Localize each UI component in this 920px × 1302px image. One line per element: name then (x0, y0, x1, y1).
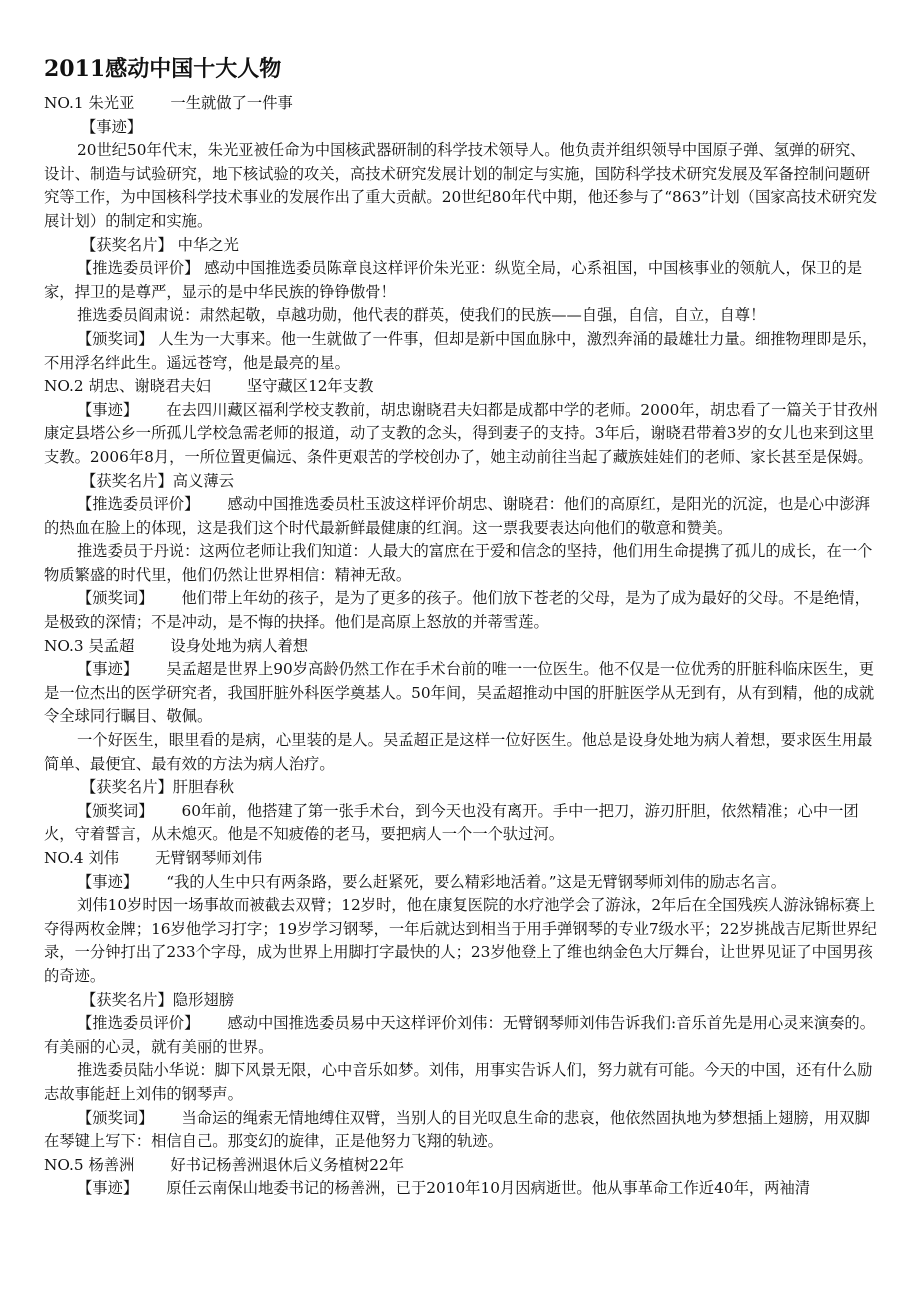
deeds-label: 【事迹】 (77, 872, 139, 891)
citation-text: 他们带上年幼的孩子，是为了更多的孩子。他们放下苍老的父母，是为了成为最好的父母。不是绝情，是极致的深情；不是冲动，是不悔的抉择。他们是高原上怒放的并蒂雪莲。 (44, 589, 870, 632)
deeds-label: 【事迹】 (77, 400, 139, 419)
award-name: 中华之光 (177, 235, 239, 254)
deeds-text: 原任云南保山地委书记的杨善洲，已于2010年10月因病逝世。他从事革命工作近40年，两袖清 (166, 1179, 811, 1198)
award-name: 高义薄云 (172, 471, 234, 490)
evaluation-paragraph-2: 推选委员于丹说：这两位老师让我们知道：人最大的富庶在于爱和信念的坚持，他们用生命提携了孤儿的成长，在一个物质繁盛的时代里，他们仍然让世界相信：精神无敌。 (44, 542, 873, 584)
deeds-paragraph: 20世纪50年代末，朱光亚被任命为中国核武器研制的科学技术领导人。他负责并组织领导中国原子弹、氢弹的研究、设计、制造与试验研究，地下核试验的攻关，高技术研究发展计划的制定与实施，国防科学技术研究发展及军备控制问题研究等工作，为中国核科学技术事业的发展作出了重大贡献。20世纪80年代中期，他还参与了“863”计划（国家高技术研究发展计划）的制定和实施。 (44, 141, 878, 230)
award-label: 【获奖名片】 (81, 778, 173, 797)
evaluation-paragraph-2: 推选委员陆小华说：脚下风景无限，心中音乐如梦。刘伟，用事实告诉人们，努力就有可能。今天的中国，还有什么励志故事能赶上刘伟的钢琴声。 (44, 1061, 873, 1103)
entry-subtitle: 好书记杨善洲退休后义务植树22年 (170, 1155, 405, 1174)
citation-label: 【颁奖词】 (77, 329, 154, 348)
citation-label: 【颁奖词】 (77, 801, 154, 820)
entry-number: NO.1 (44, 94, 84, 112)
deeds-paragraph-2: 一个好医生，眼里看的是病，心里装的是人。吴孟超正是这样一位好医生。他总是设身处地为病人着想，要求医生用最简单、最便宜、最有效的方法为病人治疗。 (44, 731, 873, 773)
deeds-label: 【事迹】 (77, 1179, 139, 1198)
award-label: 【获奖名片】 (81, 471, 173, 490)
entry-subtitle: 一生就做了一件事 (170, 94, 293, 112)
deeds-paragraph (44, 658, 880, 729)
document-title: 2011感动中国十大人物 (44, 56, 282, 82)
deeds-text: 吴孟超是世界上90岁高龄仍然工作在手术台前的唯一一位医生。他不仅是一位优秀的肝脏科临床医生，更是一位杰出的医学研究者，我国肝脏外科医学奠基人。50年间，吴孟超推动中国的肝脏医学从无到有，从有到精，他的成就令全球同行瞩目、敬佩。 (44, 660, 875, 726)
award-label: 【获奖名片】 (81, 235, 173, 254)
award-line (44, 989, 880, 1013)
entry-heading (44, 847, 880, 871)
evaluation-label: 【推选委员评价】 (77, 495, 200, 514)
entry-name: 胡忠、谢晓君夫妇 (88, 377, 211, 396)
deeds-paragraph-2: 刘伟10岁时因一场事故而被截去双臂；12岁时，他在康复医院的水疗池学会了游泳，2年后在全国残疾人游泳锦标赛上夺得两枚金牌；16岁他学习打字；19岁学习钢琴，一年后就达到相当于用手弹钢琴的专业7级水平；22岁挑战吉尼斯世界纪录，一分钟打出了233个字母，成为世界上用脚打字最快的人；23岁他登上了维也纳金色大厅舞台，让世界见证了中国男孩的奇迹。 (44, 896, 877, 985)
citation-paragraph (44, 587, 880, 634)
citation-paragraph (44, 1107, 880, 1154)
entry-subtitle: 坚守藏区12年支教 (246, 377, 374, 396)
deeds-text: “我的人生中只有两条路，要么赶紧死，要么精彩地活着。”这是无臂钢琴师刘伟的励志名言。 (166, 872, 787, 891)
entry-name: 杨善洲 (88, 1155, 135, 1174)
evaluation-paragraph (44, 1012, 880, 1059)
entry-number: NO.2 (44, 377, 84, 396)
evaluation-text: 感动中国推选委员杜玉波这样评价胡忠、谢晓君：他们的高原红，是阳光的沉淀，也是心中澎湃的热血在脸上的体现，这是我们这个时代最新鲜最健康的红润。这一票我要表达向他们的敬意和赞美。 (44, 495, 870, 537)
citation-text: 60年前，他搭建了第一张手术台，到今天也没有离开。手中一把刀，游刃肝胆，依然精准；心中一团火，守着誓言，从未熄灭。他是不知疲倦的老马，要把病人一个一个驮过河。 (44, 801, 859, 844)
award-name: 肝胆春秋 (172, 778, 234, 797)
evaluation-paragraph (44, 257, 880, 304)
citation-text: 当命运的绳索无情地缚住双臂，当别人的目光叹息生命的悲哀，他依然固执地为梦想插上翅膀，用双脚在琴键上写下：相信自己。那变幻的旋律，正是他努力飞翔的轨迹。 (44, 1108, 870, 1151)
citation-text: 人生为一大事来。他一生就做了一件事，但却是新中国血脉中，激烈奔涌的最雄壮力量。细推物理即是乐，不用浮名绊此生。遥远苍穹，他是最亮的星。 (44, 329, 878, 372)
entry-number: NO.5 (44, 1155, 84, 1174)
entry-name: 刘伟 (88, 849, 120, 867)
evaluation-label: 【推选委员评价】 (77, 1014, 200, 1033)
deeds-paragraph (44, 871, 880, 895)
evaluation-label: 【推选委员评价】 (77, 259, 200, 278)
award-line (44, 470, 880, 494)
entry-subtitle: 无臂钢琴师刘伟 (155, 849, 263, 867)
entry-heading (44, 1154, 880, 1178)
evaluation-text: 感动中国推选委员易中天这样评价刘伟：无臂钢琴师刘伟告诉我们:音乐首先是用心灵来演奏的。有美丽的心灵，就有美丽的世界。 (44, 1014, 876, 1056)
citation-paragraph (44, 800, 880, 847)
deeds-paragraph (44, 1177, 880, 1201)
award-label: 【获奖名片】 (81, 990, 173, 1009)
entry-number: NO.3 (44, 636, 84, 655)
deeds-label: 【事迹】 (81, 117, 143, 136)
citation-label: 【颁奖词】 (77, 1108, 154, 1127)
deeds-label: 【事迹】 (77, 660, 139, 679)
deeds-text: 在去四川藏区福利学校支教前，胡忠谢晓君夫妇都是成都中学的老师。2000年，胡忠看了一篇关于甘孜州康定县塔公乡一所孤儿学校急需老师的报道，动了支教的念头，得到妻子的支持。3年后，谢晓君带着3岁的女儿也来到这里支教。2006年8月，一所位置更偏远、条件更艰苦的学校创办了，她主动前往当起了藏族娃娃们的老师、家长甚至是保姆。 (44, 400, 879, 466)
entry-number: NO.4 (44, 849, 84, 867)
citation-label: 【颁奖词】 (77, 589, 154, 608)
citation-paragraph (44, 328, 880, 375)
entry-subtitle: 设身处地为病人着想 (170, 636, 309, 655)
deeds-paragraph (44, 399, 880, 470)
evaluation-text: 感动中国推选委员陈章良这样评价朱光亚：纵览全局，心系祖国，中国核事业的领航人，保卫的是家，捍卫的是尊严，显示的是中华民族的铮铮傲骨！ (44, 259, 863, 301)
award-line (44, 776, 880, 800)
evaluation-paragraph-2: 推选委员阎肃说：肃然起敬，卓越功勋，他代表的群英，使我们的民族——自强，自信，自立，自尊！ (77, 306, 766, 325)
award-line (44, 234, 880, 258)
award-name: 隐形翅膀 (172, 990, 234, 1009)
entry-heading (44, 92, 880, 116)
entry-heading (44, 375, 880, 399)
entry-name: 朱光亚 (88, 94, 135, 112)
entry-heading (44, 635, 880, 659)
entry-name: 吴孟超 (88, 636, 135, 655)
evaluation-paragraph (44, 493, 880, 540)
